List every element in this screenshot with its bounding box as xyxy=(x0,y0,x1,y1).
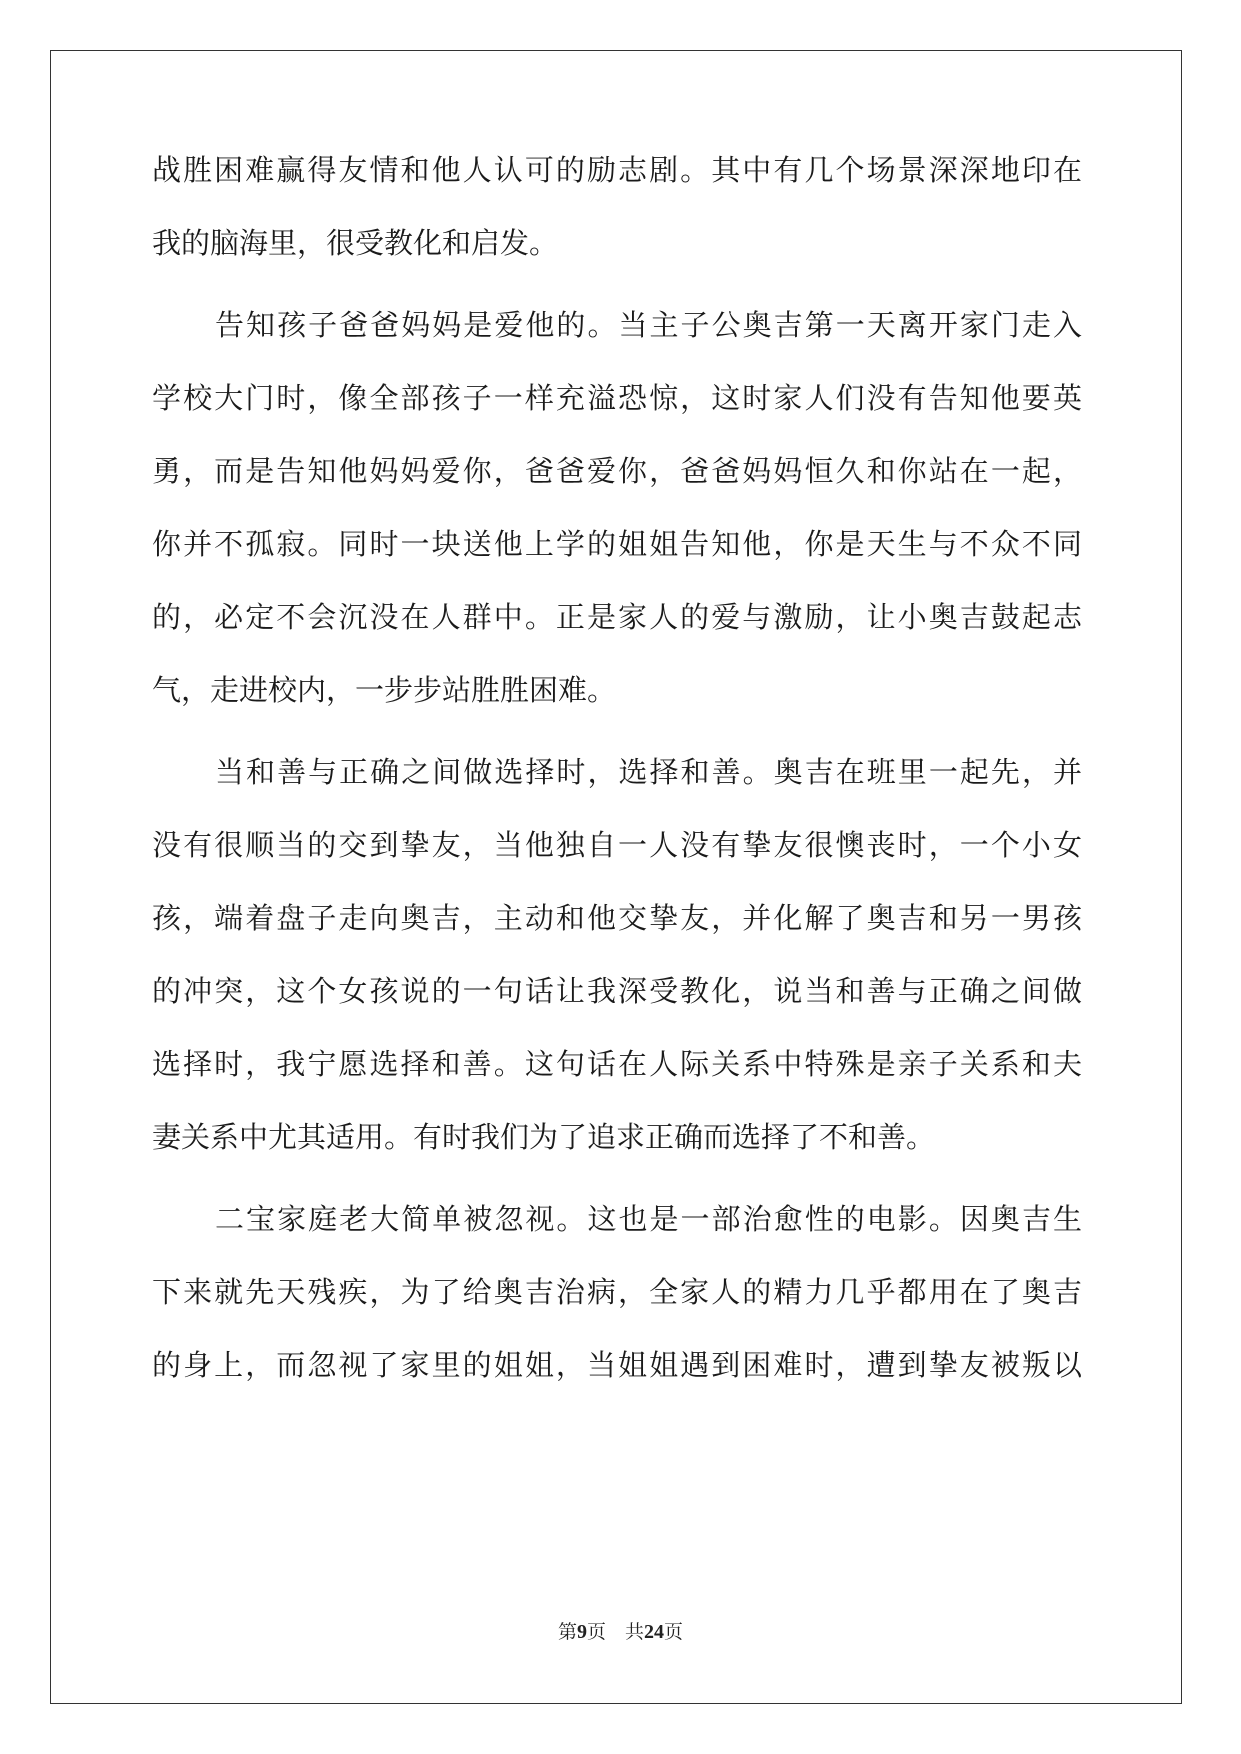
text-line: 的冲突，这个女孩说的一句话让我深受教化，说当和善与正确之间做 xyxy=(152,974,1082,1008)
text-line: 孩，端着盘子走向奥吉，主动和他交挚友，并化解了奥吉和另一男孩 xyxy=(152,901,1082,935)
text-line: 下来就先天残疾，为了给奥吉治病，全家人的精力几乎都用在了奥吉 xyxy=(152,1275,1082,1309)
text-line: 你并不孤寂。同时一块送他上学的姐姐告知他，你是天生与不众不同 xyxy=(152,527,1082,561)
text-line: 选择时，我宁愿选择和善。这句话在人际关系中特殊是亲子关系和夫 xyxy=(152,1047,1082,1081)
page-border xyxy=(50,50,1182,1704)
text-line: 的身上，而忽视了家里的姐姐，当姐姐遇到困难时，遭到挚友被叛以 xyxy=(152,1348,1082,1382)
text-line: 的，必定不会沉没在人群中。正是家人的爱与激励，让小奥吉鼓起志 xyxy=(152,600,1082,634)
page-number: 9 xyxy=(576,1621,587,1643)
paragraph-first-line: 当和善与正确之间做选择时，选择和善。奥吉在班里一起先，并 xyxy=(215,755,1082,789)
page-footer xyxy=(0,1620,1241,1644)
text-line: 没有很顺当的交到挚友，当他独自一人没有挚友很懊丧时，一个小女 xyxy=(152,828,1082,862)
paragraph-first-line: 告知孩子爸爸妈妈是爱他的。当主子公奥吉第一天离开家门走入 xyxy=(215,308,1082,342)
footer-prefix: 第 xyxy=(557,1621,577,1643)
text-line: 气，走进校内，一步步站胜胜困难。 xyxy=(152,673,617,707)
text-line: 妻关系中尤其适用。有时我们为了追求正确而选择了不和善。 xyxy=(152,1120,936,1154)
text-line: 学校大门时，像全部孩子一样充溢恐惊，这时家人们没有告知他要英 xyxy=(152,381,1082,415)
footer-suffix: 页 xyxy=(664,1621,684,1643)
paragraph-first-line: 二宝家庭老大简单被忽视。这也是一部治愈性的电影。因奥吉生 xyxy=(215,1202,1082,1236)
text-line: 勇，而是告知他妈妈爱你，爸爸爱你，爸爸妈妈恒久和你站在一起， xyxy=(152,454,1082,488)
text-line: 我的脑海里，很受教化和启发。 xyxy=(152,226,559,260)
text-line: 战胜困难赢得友情和他人认可的励志剧。其中有几个场景深深地印在 xyxy=(152,153,1082,187)
footer-mid: 页 共 xyxy=(586,1621,644,1643)
total-pages: 24 xyxy=(644,1621,664,1643)
